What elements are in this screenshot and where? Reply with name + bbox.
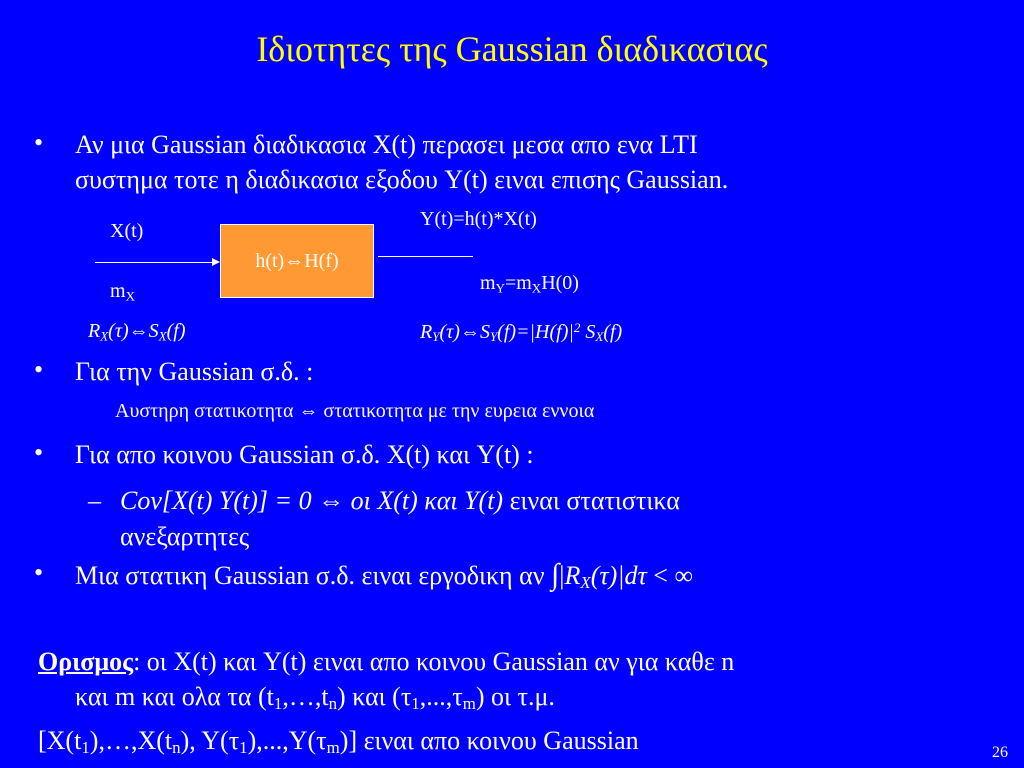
diagram-output-label: Y(t)=h(t)*X(t) (420, 208, 537, 230)
ry-R: R (420, 320, 433, 343)
rx-S: S (148, 320, 159, 342)
mean-out-eq: =m (504, 272, 532, 294)
integral-symbol: ∫ (551, 558, 560, 591)
rx-f: (f) (166, 320, 186, 342)
dash-marker: – (88, 486, 101, 515)
vec-s3: 1 (239, 738, 248, 758)
rx-equiv: ⇔ (128, 320, 149, 342)
lti-system-box (220, 224, 374, 298)
bullet2-sub: Αυστηρη στατικοτητα ⇔ στατικοτητα με την ευρεια εννοια (115, 400, 595, 422)
dash1-equiv: ⇔ (318, 486, 345, 515)
definition-line1 (38, 645, 734, 679)
output-line (378, 256, 473, 257)
def-l2-d: ,...,τ (419, 682, 463, 711)
mean-in-m: m (110, 280, 126, 302)
bullet4-sub: X (580, 573, 591, 593)
box-equiv-symbol: ⇔ (284, 249, 305, 272)
definition-line2 (75, 680, 555, 721)
vec-a: [X(t (38, 726, 82, 755)
rx-sub2: X (158, 328, 167, 344)
mean-out-sub1: Y (495, 280, 505, 296)
mean-input (110, 280, 135, 304)
definition-line1-rest: οι X(t) και Y(t) ειναι απο κοινου Gaussian αν για καθε n (140, 647, 735, 676)
rx-tau: (τ) (108, 320, 129, 342)
def-l2-c: ) και (τ (337, 682, 412, 711)
mean-out-sub2: X (531, 280, 542, 296)
bullet4-R: R (564, 561, 581, 590)
bullet2-text: Για την Gaussian σ.δ. : (75, 357, 314, 386)
ry-S2: S (580, 320, 596, 343)
rx-R: R (88, 320, 101, 342)
slide-title: Ιδιοτητες της Gaussian διαδικασιας (256, 29, 768, 69)
vector-line (38, 724, 639, 765)
ry-S: S (479, 320, 490, 343)
mean-out-m: m (480, 272, 496, 294)
vec-c: ), Y(τ (180, 726, 240, 755)
ry-tau: (τ) (439, 320, 460, 343)
ry-sub: Y (432, 329, 440, 345)
dash1-xy: οι X(t) και Y(t) (344, 486, 504, 515)
box-h-label: h(t) (255, 249, 285, 272)
ry-sub2: Y (489, 329, 498, 345)
def-l2-a: και m και ολα τα (t (75, 682, 274, 711)
rx-sub: X (100, 328, 109, 344)
rx-relation (88, 320, 186, 344)
input-arrow-line (95, 262, 213, 263)
def-l2-s2: n (328, 694, 338, 714)
dash1-line1 (120, 484, 680, 518)
mean-output (480, 272, 579, 296)
ry-sub3: X (595, 329, 604, 345)
bullet-dot: • (34, 128, 44, 157)
mean-out-rest: H(0) (541, 272, 579, 294)
ry-relation (420, 320, 622, 345)
ry-H: H(f) (535, 320, 569, 343)
bullet4-tau: (τ)|dτ (590, 561, 647, 590)
ry-f2: (f) (603, 320, 623, 343)
def-l2-s4: m (462, 694, 476, 714)
bullet1-line2: συστημα τοτε η διαδικασια εξοδου Y(t) ειναι επισης Gaussian. (75, 165, 729, 194)
diagram-input-label: X(t) (110, 220, 144, 242)
vec-e: )] ειναι απο κοινου Gaussian (339, 726, 639, 755)
ry-bar: | (568, 320, 574, 343)
box-H-label: H(f) (304, 249, 339, 272)
vec-s2: n (172, 738, 181, 758)
input-arrowhead (212, 258, 220, 266)
vec-b: ),…,X(t (89, 726, 173, 755)
definition-colon: : (133, 647, 141, 676)
bullet3-text: Για απο κοινου Gaussian σ.δ. X(t) και Y(t) : (75, 440, 534, 469)
dash1-line2: ανεξαρτητες (120, 522, 250, 551)
dash1-cov: Cov[X(t) Y(t)] = 0 (120, 486, 319, 515)
def-l2-e: ) οι τ.μ. (475, 682, 555, 711)
bullet-dot: • (34, 438, 44, 467)
definition-term: Ορισμος (38, 647, 134, 676)
ry-equiv: ⇔ (459, 320, 480, 343)
vec-d: ),...,Y(τ (247, 726, 327, 755)
bullet-dot: • (34, 355, 44, 384)
ry-sup: 2 (573, 320, 581, 335)
bullet4-text: Μια στατικη Gaussian σ.δ. ειναι εργοδικη αν (75, 561, 552, 590)
vec-s1: 1 (81, 738, 90, 758)
def-l2-s3: 1 (411, 694, 420, 714)
bullet4-bar: | (559, 561, 565, 590)
dash1-rest: ειναι στατιστικα (503, 486, 680, 515)
mean-in-sub: X (125, 288, 135, 304)
bullet4-lt-inf: < ∞ (646, 561, 693, 590)
vec-s4: m (326, 738, 340, 758)
bullet-dot: • (34, 558, 44, 587)
page-number: 26 (992, 744, 1008, 761)
ry-f: (f)=| (497, 320, 536, 343)
def-l2-s1: 1 (273, 694, 283, 714)
bullet1-line1: Αν μια Gaussian διαδικασια X(t) περασει μεσα απο ενα LTI (75, 130, 698, 159)
bullet4-line (75, 558, 693, 600)
def-l2-b: ,…,t (282, 682, 329, 711)
